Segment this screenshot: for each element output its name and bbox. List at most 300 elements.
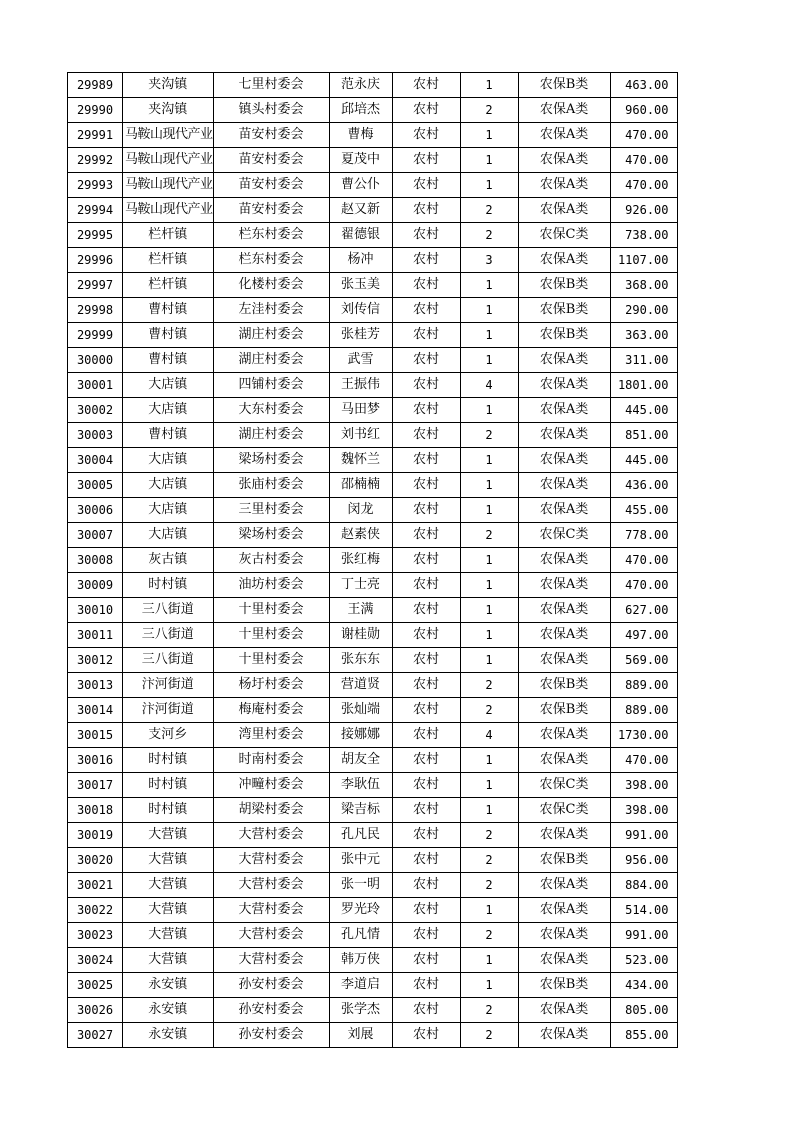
cell-name: 张中元: [329, 848, 392, 873]
cell-amount: 889.00: [610, 698, 677, 723]
table-row: [68, 198, 678, 223]
cell-type: 农村: [392, 448, 460, 473]
cell-amount: 470.00: [610, 123, 677, 148]
cell-amount: 926.00: [610, 198, 677, 223]
cell-id: 29996: [68, 248, 123, 273]
cell-type: 农村: [392, 623, 460, 648]
cell-category: 农保B类: [518, 673, 610, 698]
cell-village: 湖庄村委会: [213, 323, 329, 348]
cell-type: 农村: [392, 123, 460, 148]
table-row: [68, 73, 678, 98]
cell-count: 1: [460, 548, 518, 573]
cell-id: 30001: [68, 373, 123, 398]
cell-id: 30011: [68, 623, 123, 648]
cell-type: 农村: [392, 223, 460, 248]
table-row: [68, 973, 678, 998]
cell-count: 1: [460, 748, 518, 773]
cell-town: 时村镇: [123, 573, 214, 598]
cell-type: 农村: [392, 473, 460, 498]
cell-type: 农村: [392, 1023, 460, 1048]
cell-town: 曹村镇: [123, 348, 214, 373]
cell-category: 农保A类: [518, 498, 610, 523]
beneficiary-table: [67, 72, 678, 1048]
cell-count: 2: [460, 1023, 518, 1048]
cell-count: 1: [460, 73, 518, 98]
cell-name: 曹公仆: [329, 173, 392, 198]
cell-id: 30022: [68, 898, 123, 923]
cell-town: 三八街道: [123, 648, 214, 673]
cell-amount: 738.00: [610, 223, 677, 248]
cell-town: 大营镇: [123, 898, 214, 923]
cell-category: 农保B类: [518, 73, 610, 98]
cell-type: 农村: [392, 548, 460, 573]
cell-village: 大营村委会: [213, 823, 329, 848]
cell-category: 农保A类: [518, 248, 610, 273]
cell-name: 营道贤: [329, 673, 392, 698]
cell-id: 29994: [68, 198, 123, 223]
table-row: [68, 148, 678, 173]
cell-type: 农村: [392, 98, 460, 123]
cell-town: 大店镇: [123, 523, 214, 548]
cell-id: 29991: [68, 123, 123, 148]
cell-category: 农保A类: [518, 398, 610, 423]
table-row: [68, 98, 678, 123]
table-row: [68, 748, 678, 773]
cell-name: 李道启: [329, 973, 392, 998]
cell-amount: 1801.00: [610, 373, 677, 398]
cell-count: 2: [460, 823, 518, 848]
cell-name: 武雪: [329, 348, 392, 373]
cell-town: 永安镇: [123, 998, 214, 1023]
cell-category: 农保B类: [518, 323, 610, 348]
cell-name: 王满: [329, 598, 392, 623]
cell-village: 梅庵村委会: [213, 698, 329, 723]
cell-type: 农村: [392, 73, 460, 98]
cell-type: 农村: [392, 298, 460, 323]
cell-count: 1: [460, 273, 518, 298]
table-row: [68, 498, 678, 523]
table-row: [68, 548, 678, 573]
cell-id: 30027: [68, 1023, 123, 1048]
table-row: [68, 448, 678, 473]
cell-id: 30014: [68, 698, 123, 723]
table-row: [68, 1023, 678, 1048]
cell-count: 1: [460, 648, 518, 673]
cell-town: 永安镇: [123, 973, 214, 998]
cell-category: 农保A类: [518, 948, 610, 973]
cell-type: 农村: [392, 423, 460, 448]
cell-amount: 463.00: [610, 73, 677, 98]
cell-amount: 455.00: [610, 498, 677, 523]
cell-village: 化楼村委会: [213, 273, 329, 298]
cell-count: 1: [460, 398, 518, 423]
cell-id: 29999: [68, 323, 123, 348]
cell-type: 农村: [392, 173, 460, 198]
cell-category: 农保A类: [518, 348, 610, 373]
cell-amount: 991.00: [610, 923, 677, 948]
cell-count: 1: [460, 473, 518, 498]
cell-category: 农保A类: [518, 173, 610, 198]
cell-amount: 884.00: [610, 873, 677, 898]
cell-count: 2: [460, 523, 518, 548]
cell-category: 农保A类: [518, 998, 610, 1023]
cell-amount: 290.00: [610, 298, 677, 323]
cell-town: 大店镇: [123, 448, 214, 473]
table-row: [68, 598, 678, 623]
cell-category: 农保A类: [518, 473, 610, 498]
cell-category: 农保B类: [518, 698, 610, 723]
table-row: [68, 723, 678, 748]
cell-count: 1: [460, 498, 518, 523]
cell-village: 大营村委会: [213, 873, 329, 898]
cell-amount: 436.00: [610, 473, 677, 498]
cell-type: 农村: [392, 998, 460, 1023]
cell-name: 魏怀兰: [329, 448, 392, 473]
cell-type: 农村: [392, 498, 460, 523]
cell-count: 1: [460, 773, 518, 798]
cell-town: 夹沟镇: [123, 73, 214, 98]
cell-count: 1: [460, 448, 518, 473]
cell-name: 邵楠楠: [329, 473, 392, 498]
cell-category: 农保A类: [518, 923, 610, 948]
cell-village: 胡梁村委会: [213, 798, 329, 823]
cell-type: 农村: [392, 698, 460, 723]
cell-name: 夏茂中: [329, 148, 392, 173]
cell-town: 汴河街道: [123, 673, 214, 698]
cell-name: 范永庆: [329, 73, 392, 98]
cell-name: 罗光玲: [329, 898, 392, 923]
cell-type: 农村: [392, 148, 460, 173]
cell-name: 赵又新: [329, 198, 392, 223]
cell-category: 农保A类: [518, 123, 610, 148]
cell-id: 30002: [68, 398, 123, 423]
cell-town: 马鞍山现代产业: [123, 173, 214, 198]
cell-count: 2: [460, 998, 518, 1023]
cell-count: 2: [460, 923, 518, 948]
cell-amount: 514.00: [610, 898, 677, 923]
cell-name: 胡友全: [329, 748, 392, 773]
cell-category: 农保A类: [518, 98, 610, 123]
cell-id: 30009: [68, 573, 123, 598]
cell-name: 梁吉标: [329, 798, 392, 823]
cell-type: 农村: [392, 873, 460, 898]
cell-name: 马田梦: [329, 398, 392, 423]
cell-count: 1: [460, 798, 518, 823]
cell-village: 时南村委会: [213, 748, 329, 773]
cell-town: 马鞍山现代产业: [123, 123, 214, 148]
cell-name: 张桂芳: [329, 323, 392, 348]
cell-count: 2: [460, 873, 518, 898]
cell-village: 苗安村委会: [213, 123, 329, 148]
cell-village: 油坊村委会: [213, 573, 329, 598]
cell-amount: 523.00: [610, 948, 677, 973]
cell-count: 4: [460, 373, 518, 398]
cell-town: 三八街道: [123, 623, 214, 648]
cell-village: 孙安村委会: [213, 1023, 329, 1048]
cell-town: 大店镇: [123, 398, 214, 423]
cell-village: 湖庄村委会: [213, 348, 329, 373]
cell-village: 栏东村委会: [213, 223, 329, 248]
cell-amount: 398.00: [610, 773, 677, 798]
cell-category: 农保C类: [518, 523, 610, 548]
cell-category: 农保A类: [518, 423, 610, 448]
table-row: [68, 948, 678, 973]
cell-name: 李耿伍: [329, 773, 392, 798]
cell-type: 农村: [392, 773, 460, 798]
cell-type: 农村: [392, 398, 460, 423]
cell-name: 孔凡情: [329, 923, 392, 948]
table-row: [68, 173, 678, 198]
cell-category: 农保A类: [518, 598, 610, 623]
cell-town: 马鞍山现代产业: [123, 198, 214, 223]
cell-type: 农村: [392, 748, 460, 773]
cell-type: 农村: [392, 248, 460, 273]
cell-count: 1: [460, 623, 518, 648]
cell-category: 农保A类: [518, 823, 610, 848]
cell-name: 张一明: [329, 873, 392, 898]
cell-count: 1: [460, 898, 518, 923]
cell-id: 30026: [68, 998, 123, 1023]
cell-type: 农村: [392, 798, 460, 823]
table-row: [68, 848, 678, 873]
cell-name: 闵龙: [329, 498, 392, 523]
cell-id: 30003: [68, 423, 123, 448]
cell-category: 农保C类: [518, 773, 610, 798]
cell-id: 30012: [68, 648, 123, 673]
cell-village: 湖庄村委会: [213, 423, 329, 448]
cell-town: 大店镇: [123, 498, 214, 523]
cell-village: 大营村委会: [213, 848, 329, 873]
cell-id: 30008: [68, 548, 123, 573]
cell-amount: 434.00: [610, 973, 677, 998]
cell-amount: 569.00: [610, 648, 677, 673]
cell-name: 刘传信: [329, 298, 392, 323]
cell-count: 2: [460, 198, 518, 223]
cell-amount: 855.00: [610, 1023, 677, 1048]
cell-category: 农保C类: [518, 223, 610, 248]
table-body: [68, 73, 678, 1048]
cell-id: 30013: [68, 673, 123, 698]
cell-count: 1: [460, 948, 518, 973]
cell-name: 刘展: [329, 1023, 392, 1048]
table-row: [68, 223, 678, 248]
cell-village: 镇头村委会: [213, 98, 329, 123]
cell-village: 灰古村委会: [213, 548, 329, 573]
cell-amount: 470.00: [610, 173, 677, 198]
table-row: [68, 623, 678, 648]
cell-category: 农保A类: [518, 373, 610, 398]
cell-id: 30015: [68, 723, 123, 748]
cell-id: 30020: [68, 848, 123, 873]
cell-amount: 363.00: [610, 323, 677, 348]
cell-id: 30006: [68, 498, 123, 523]
cell-category: 农保A类: [518, 748, 610, 773]
table-row: [68, 873, 678, 898]
cell-type: 农村: [392, 823, 460, 848]
cell-type: 农村: [392, 973, 460, 998]
cell-count: 1: [460, 573, 518, 598]
cell-category: 农保A类: [518, 898, 610, 923]
cell-count: 2: [460, 673, 518, 698]
cell-count: 3: [460, 248, 518, 273]
cell-town: 大营镇: [123, 823, 214, 848]
cell-town: 大店镇: [123, 473, 214, 498]
cell-town: 夹沟镇: [123, 98, 214, 123]
cell-village: 大营村委会: [213, 923, 329, 948]
cell-village: 杨圩村委会: [213, 673, 329, 698]
cell-count: 1: [460, 298, 518, 323]
cell-category: 农保A类: [518, 623, 610, 648]
cell-category: 农保B类: [518, 273, 610, 298]
table-row: [68, 773, 678, 798]
cell-town: 曹村镇: [123, 323, 214, 348]
cell-type: 农村: [392, 198, 460, 223]
cell-village: 梁场村委会: [213, 523, 329, 548]
cell-id: 29997: [68, 273, 123, 298]
cell-id: 30023: [68, 923, 123, 948]
cell-town: 时村镇: [123, 798, 214, 823]
cell-type: 农村: [392, 323, 460, 348]
cell-amount: 851.00: [610, 423, 677, 448]
cell-name: 接娜娜: [329, 723, 392, 748]
cell-id: 30016: [68, 748, 123, 773]
cell-category: 农保C类: [518, 798, 610, 823]
cell-count: 1: [460, 323, 518, 348]
cell-name: 王振伟: [329, 373, 392, 398]
cell-name: 曹梅: [329, 123, 392, 148]
cell-type: 农村: [392, 723, 460, 748]
cell-count: 1: [460, 973, 518, 998]
table-row: [68, 473, 678, 498]
cell-village: 三里村委会: [213, 498, 329, 523]
cell-amount: 805.00: [610, 998, 677, 1023]
cell-id: 29989: [68, 73, 123, 98]
cell-type: 农村: [392, 573, 460, 598]
cell-count: 1: [460, 598, 518, 623]
cell-category: 农保A类: [518, 573, 610, 598]
cell-name: 孔凡民: [329, 823, 392, 848]
cell-amount: 627.00: [610, 598, 677, 623]
cell-town: 时村镇: [123, 773, 214, 798]
cell-amount: 497.00: [610, 623, 677, 648]
cell-town: 三八街道: [123, 598, 214, 623]
cell-town: 大营镇: [123, 848, 214, 873]
cell-id: 29993: [68, 173, 123, 198]
cell-count: 4: [460, 723, 518, 748]
cell-village: 湾里村委会: [213, 723, 329, 748]
cell-category: 农保A类: [518, 148, 610, 173]
cell-amount: 960.00: [610, 98, 677, 123]
cell-type: 农村: [392, 923, 460, 948]
cell-amount: 311.00: [610, 348, 677, 373]
cell-name: 赵素侠: [329, 523, 392, 548]
cell-village: 栏东村委会: [213, 248, 329, 273]
cell-type: 农村: [392, 948, 460, 973]
table-row: [68, 573, 678, 598]
cell-id: 29998: [68, 298, 123, 323]
cell-village: 苗安村委会: [213, 173, 329, 198]
cell-town: 灰古镇: [123, 548, 214, 573]
cell-category: 农保A类: [518, 723, 610, 748]
cell-name: 刘书红: [329, 423, 392, 448]
cell-amount: 445.00: [610, 398, 677, 423]
cell-village: 七里村委会: [213, 73, 329, 98]
cell-village: 孙安村委会: [213, 973, 329, 998]
cell-village: 苗安村委会: [213, 198, 329, 223]
cell-village: 十里村委会: [213, 648, 329, 673]
cell-id: 30019: [68, 823, 123, 848]
cell-type: 农村: [392, 848, 460, 873]
cell-amount: 368.00: [610, 273, 677, 298]
cell-name: 张玉美: [329, 273, 392, 298]
cell-category: 农保B类: [518, 848, 610, 873]
cell-village: 大营村委会: [213, 898, 329, 923]
cell-type: 农村: [392, 273, 460, 298]
cell-type: 农村: [392, 648, 460, 673]
cell-category: 农保A类: [518, 648, 610, 673]
cell-id: 30025: [68, 973, 123, 998]
cell-count: 1: [460, 173, 518, 198]
cell-id: 30017: [68, 773, 123, 798]
cell-id: 30007: [68, 523, 123, 548]
cell-name: 丁士亮: [329, 573, 392, 598]
table-row: [68, 348, 678, 373]
cell-town: 大营镇: [123, 873, 214, 898]
cell-name: 张灿端: [329, 698, 392, 723]
cell-amount: 956.00: [610, 848, 677, 873]
cell-town: 大营镇: [123, 923, 214, 948]
cell-type: 农村: [392, 373, 460, 398]
table-row: [68, 123, 678, 148]
cell-id: 30018: [68, 798, 123, 823]
cell-town: 永安镇: [123, 1023, 214, 1048]
table-row: [68, 298, 678, 323]
cell-name: 张学杰: [329, 998, 392, 1023]
cell-town: 曹村镇: [123, 298, 214, 323]
cell-name: 谢桂勋: [329, 623, 392, 648]
table-row: [68, 323, 678, 348]
cell-type: 农村: [392, 523, 460, 548]
table-row: [68, 798, 678, 823]
cell-name: 邱培杰: [329, 98, 392, 123]
cell-category: 农保A类: [518, 548, 610, 573]
cell-village: 十里村委会: [213, 623, 329, 648]
cell-name: 杨冲: [329, 248, 392, 273]
cell-count: 2: [460, 698, 518, 723]
cell-count: 2: [460, 848, 518, 873]
table-row: [68, 648, 678, 673]
cell-id: 30024: [68, 948, 123, 973]
cell-village: 四铺村委会: [213, 373, 329, 398]
cell-name: 翟德银: [329, 223, 392, 248]
cell-amount: 445.00: [610, 448, 677, 473]
table-row: [68, 923, 678, 948]
cell-category: 农保B类: [518, 298, 610, 323]
cell-category: 农保A类: [518, 448, 610, 473]
cell-category: 农保A类: [518, 198, 610, 223]
cell-type: 农村: [392, 898, 460, 923]
cell-amount: 470.00: [610, 548, 677, 573]
cell-amount: 470.00: [610, 573, 677, 598]
cell-town: 马鞍山现代产业: [123, 148, 214, 173]
cell-category: 农保A类: [518, 1023, 610, 1048]
table-row: [68, 673, 678, 698]
cell-id: 29990: [68, 98, 123, 123]
cell-id: 29995: [68, 223, 123, 248]
cell-town: 栏杆镇: [123, 223, 214, 248]
table-row: [68, 823, 678, 848]
cell-count: 1: [460, 348, 518, 373]
